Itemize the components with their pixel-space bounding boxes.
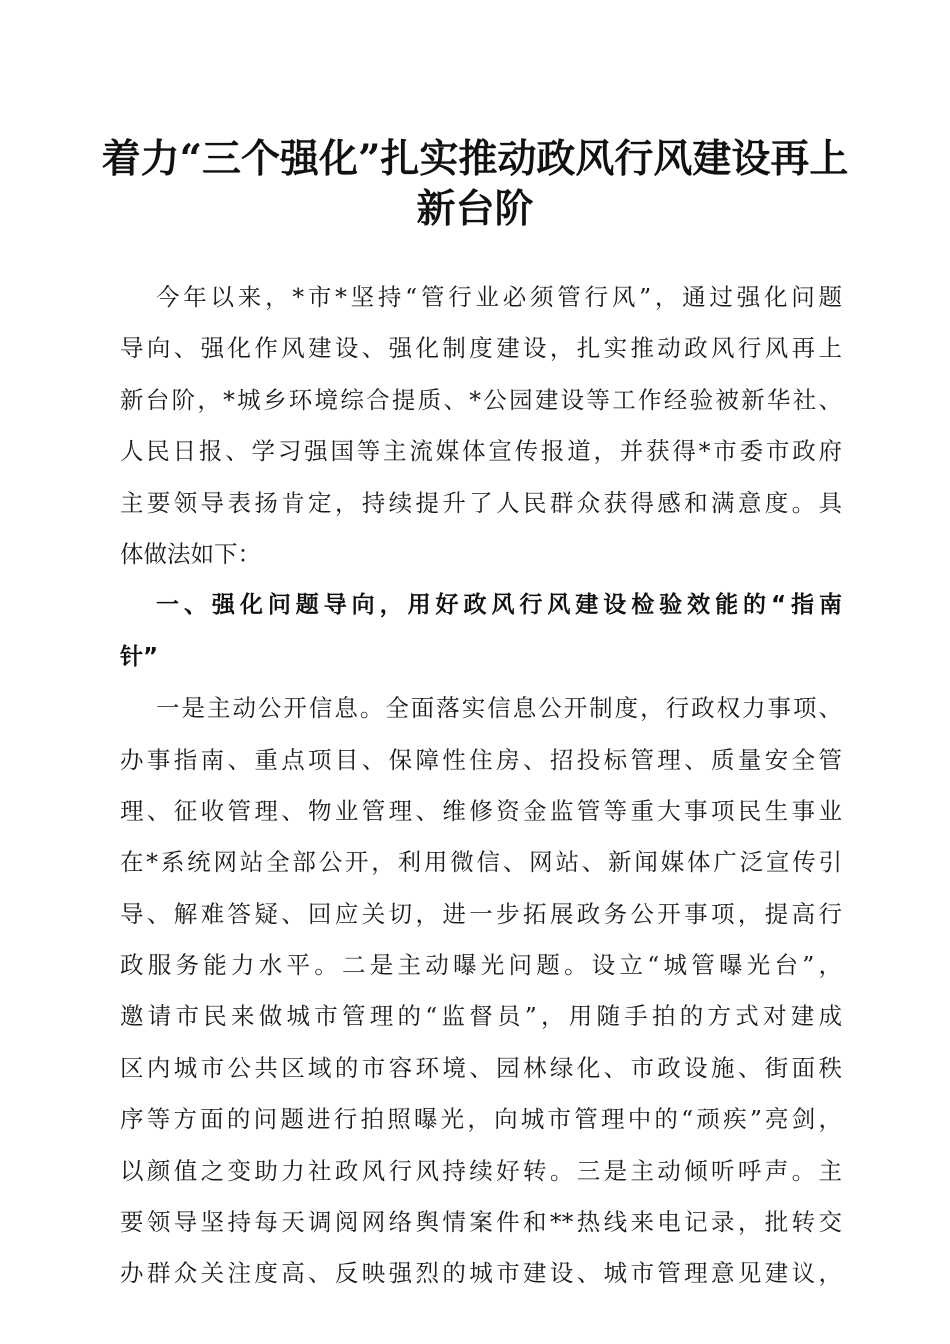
paragraph-line: 今年以来，*市*坚持“管行业必须管行风”，通过强化问题 [156,283,842,311]
paragraph-line: 理、征收管理、物业管理、维修资金监管等重大事项民生事业 [120,796,842,825]
paragraph-line: 区内城市公共区域的市容环境、园林绿化、市政设施、街面秩 [120,1053,842,1082]
paragraph-line: 在*系统网站全部公开，利用微信、网站、新闻媒体广泛宣传引 [120,848,842,877]
paragraph-line: 要领导坚持每天调阅网络舆情案件和**热线来电记录，批转交 [120,1208,842,1237]
paragraph-line: 以颜值之变助力社政风行风持续好转。三是主动倾听呼声。主 [120,1156,842,1185]
paragraph-line: 一是主动公开信息。全面落实信息公开制度，行政权力事项、 [156,694,842,723]
paragraph-line: 体做法如下： [120,539,261,568]
paragraph-line: 序等方面的问题进行拍照曝光，向城市管理中的“顽疾”亮剑， [120,1105,842,1134]
paragraph-line: 主要领导表扬肯定，持续提升了人民群众获得感和满意度。具 [120,488,842,517]
paragraph-line: 办事指南、重点项目、保障性住房、招投标管理、质量安全管 [120,745,842,774]
section-heading-line: 一、强化问题导向，用好政风行风建设检验效能的“指南 [156,592,842,619]
section-heading-line: 针” [120,643,159,670]
paragraph-line: 政服务能力水平。二是主动曝光问题。设立“城管曝光台”， [120,951,842,980]
document-title-line-2: 新台阶 [416,186,534,232]
paragraph-line: 邀请市民来做城市管理的“监督员”，用随手拍的方式对建成 [120,1002,842,1031]
document-title-line-1: 着力“三个强化”扎实推动政风行风建设再上 [101,136,849,182]
paragraph-line: 新台阶，*城乡环境综合提质、*公园建设等工作经验被新华社、 [120,385,842,414]
paragraph-line: 导向、强化作风建设、强化制度建设，扎实推动政风行风再上 [120,334,842,363]
paragraph-line: 办群众关注度高、反映强烈的城市建设、城市管理意见建议， [120,1259,842,1288]
paragraph-line: 人民日报、学习强国等主流媒体宣传报道，并获得*市委市政府 [120,437,842,466]
paragraph-line: 导、解难答疑、回应关切，进一步拓展政务公开事项，提高行 [120,899,842,928]
document-body [120,272,842,1300]
